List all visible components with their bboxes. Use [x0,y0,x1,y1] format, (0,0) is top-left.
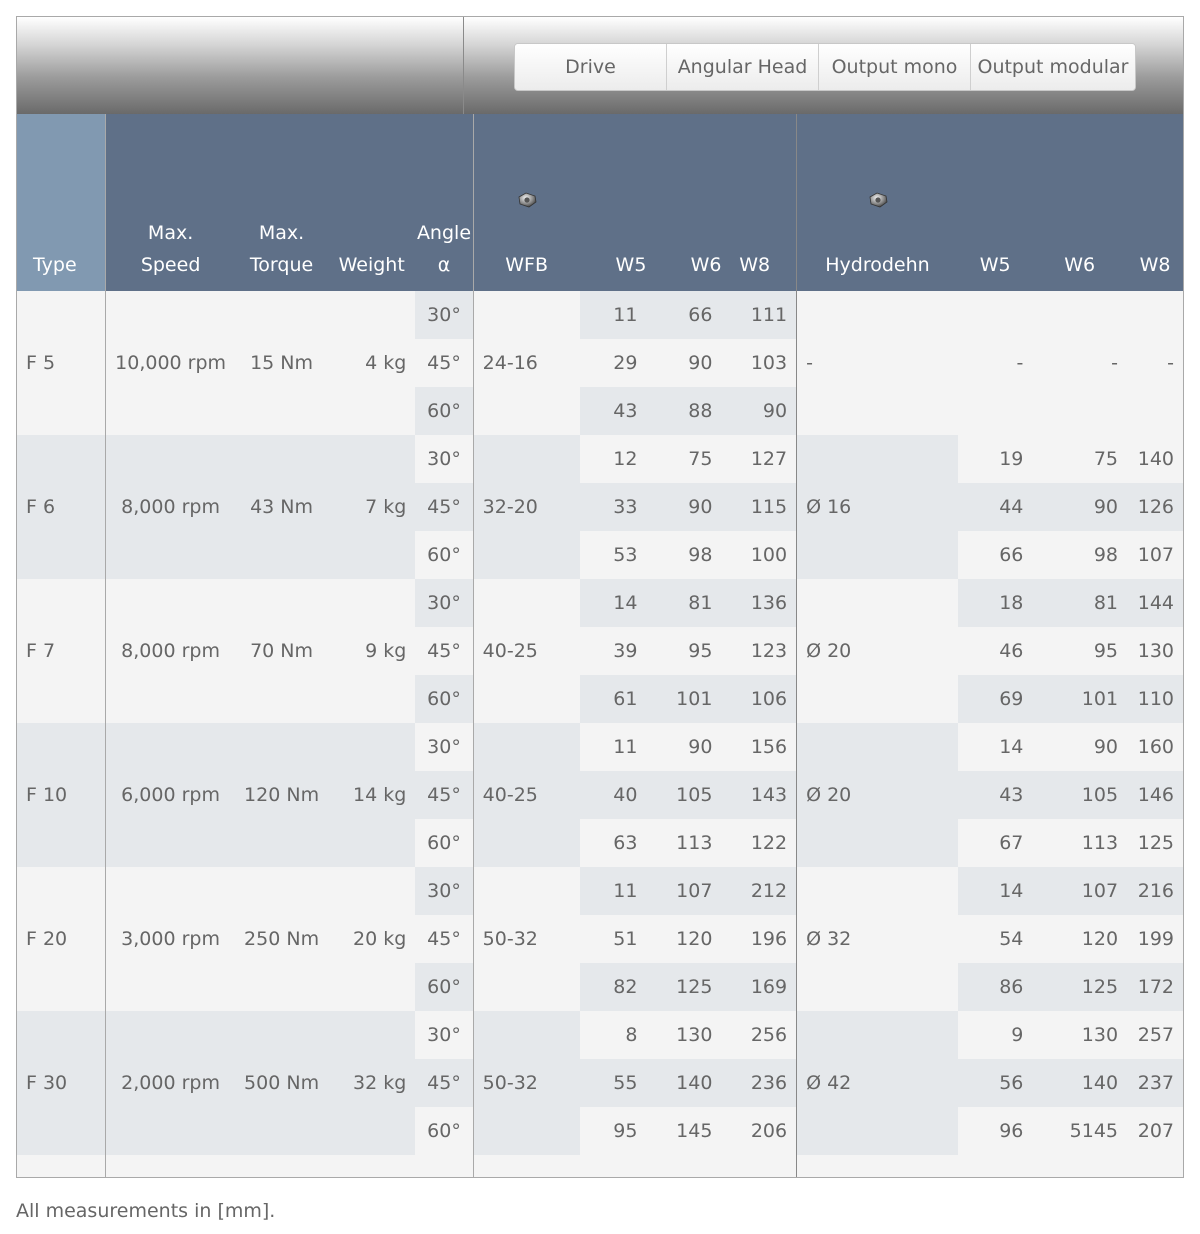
table-row [17,627,1183,675]
cell-angle: 30° [415,1011,473,1059]
cell-w8: 212 [721,867,796,915]
cell-weight-empty [328,1107,415,1155]
cell-max-torque-empty [235,723,328,771]
col-header-w6: W6 [646,114,721,291]
cell-max-speed-empty [106,1011,235,1059]
cell-hydro-w5: 67 [958,819,1032,867]
cell-angle: 60° [415,963,473,1011]
header-bar [17,17,1183,115]
cell-w5: 53 [580,531,647,579]
cell-angle: 45° [415,1059,473,1107]
cell-max-torque-empty [235,435,328,483]
filler-cell [797,1155,958,1178]
cell-hydro-w5: 86 [958,963,1032,1011]
cell-w8: 111 [721,291,796,339]
cell-hydrodehn: Ø 32 [797,915,958,963]
cell-wfb-empty [473,675,579,723]
table-row [17,1107,1183,1155]
cell-hydro-w5 [958,291,1032,339]
view-tab-group [514,43,1136,91]
cell-weight-empty [328,1011,415,1059]
filler-cell [415,1155,473,1178]
cell-max-speed: 2,000 rpm [106,1059,235,1107]
table-row [17,579,1183,627]
cell-w8: 123 [721,627,796,675]
cell-hydro-w8 [1127,387,1183,435]
table-row [17,915,1183,963]
cell-type: F 20 [17,915,106,963]
cell-hydro-w8: 107 [1127,531,1183,579]
cell-max-speed-empty [106,675,235,723]
cell-w5: 95 [580,1107,647,1155]
cell-type: F 6 [17,483,106,531]
cell-wfb: 32-20 [473,483,579,531]
cell-hydro-w6: 81 [1032,579,1127,627]
table-row [17,435,1183,483]
cell-weight-empty [328,291,415,339]
cell-max-speed-empty [106,819,235,867]
col-header-hydro-w5: W5 [958,114,1032,291]
cell-max-torque-empty [235,867,328,915]
table-row [17,771,1183,819]
cell-max-speed: 3,000 rpm [106,915,235,963]
filler-cell [646,1155,721,1178]
cell-hydro-w8: 146 [1127,771,1183,819]
cell-max-torque: 43 Nm [235,483,328,531]
cell-wfb-empty [473,579,579,627]
cell-hydro-w5: 66 [958,531,1032,579]
cell-hydrodehn-empty [797,531,958,579]
table-row [17,291,1183,339]
cell-max-speed: 6,000 rpm [106,771,235,819]
col-header-hydrodehn: Hydrodehn [797,114,958,291]
cell-type-empty [17,435,106,483]
cell-hydro-w6: 130 [1032,1011,1127,1059]
cell-max-torque-empty [235,291,328,339]
cell-angle: 30° [415,723,473,771]
cell-type: F 10 [17,771,106,819]
cell-hydrodehn-empty [797,435,958,483]
cell-hydro-w5: 14 [958,867,1032,915]
cell-wfb: 24-16 [473,339,579,387]
col-header-max-torque: Max. Torque [235,114,328,291]
cell-wfb-empty [473,867,579,915]
cell-hydro-w5: - [958,339,1032,387]
cell-w6: 66 [646,291,721,339]
cell-weight-empty [328,435,415,483]
cell-max-speed-empty [106,291,235,339]
cell-w8: 206 [721,1107,796,1155]
cell-weight-empty [328,387,415,435]
filler-cell [17,1155,106,1178]
cell-hydro-w6: 113 [1032,819,1127,867]
cell-max-speed-empty [106,867,235,915]
cell-max-speed-empty [106,1107,235,1155]
cell-hydrodehn: Ø 20 [797,627,958,675]
cell-max-speed-empty [106,963,235,1011]
col-header-w5: W5 [580,114,647,291]
cell-w8: 115 [721,483,796,531]
cell-hydro-w8: 160 [1127,723,1183,771]
cell-w6: 75 [646,435,721,483]
cell-max-speed-empty [106,387,235,435]
cell-max-torque-empty [235,819,328,867]
cell-max-speed-empty [106,435,235,483]
table-row [17,531,1183,579]
cell-hydro-w8: 172 [1127,963,1183,1011]
cell-hydrodehn: Ø 16 [797,483,958,531]
cell-hydro-w6: 90 [1032,483,1127,531]
cell-max-speed-empty [106,723,235,771]
col-header-max-speed: Max. Speed [106,114,235,291]
filler-cell [328,1155,415,1178]
cell-w8: 256 [721,1011,796,1059]
cell-wfb-empty [473,531,579,579]
cell-type: F 7 [17,627,106,675]
table-row [17,1011,1183,1059]
cell-w5: 8 [580,1011,647,1059]
cell-hydrodehn-empty [797,723,958,771]
cell-weight: 4 kg [328,339,415,387]
table-row [17,867,1183,915]
cell-w5: 29 [580,339,647,387]
cell-type-empty [17,579,106,627]
cell-hydrodehn: Ø 20 [797,771,958,819]
cell-hydro-w6: 120 [1032,915,1127,963]
cell-wfb-empty [473,963,579,1011]
cell-hydrodehn-empty [797,579,958,627]
cell-type-empty [17,531,106,579]
cell-hydro-w6 [1032,291,1127,339]
cell-w5: 11 [580,291,647,339]
cell-wfb: 50-32 [473,915,579,963]
cell-w6: 90 [646,483,721,531]
cell-hydro-w5: 18 [958,579,1032,627]
cell-max-torque-empty [235,579,328,627]
cell-angle: 45° [415,483,473,531]
cell-weight-empty [328,531,415,579]
cell-weight: 7 kg [328,483,415,531]
cell-w8: 100 [721,531,796,579]
cell-w8: 90 [721,387,796,435]
cell-hydro-w5: 54 [958,915,1032,963]
table-row [17,963,1183,1011]
cell-weight-empty [328,579,415,627]
cell-w6: 90 [646,339,721,387]
cell-wfb: 40-25 [473,627,579,675]
cell-hydro-w8: 216 [1127,867,1183,915]
table-body [17,291,1183,1178]
col-header-w8: W8 [721,114,796,291]
col-header-hydro-w8: W8 [1127,114,1183,291]
cell-hydro-w6: 107 [1032,867,1127,915]
col-header-type: Type [17,114,106,291]
cell-hydrodehn: Ø 42 [797,1059,958,1107]
cell-type-empty [17,1011,106,1059]
cell-w6: 95 [646,627,721,675]
hydraulic-chuck-icon [867,191,889,209]
cell-hydro-w6: 125 [1032,963,1127,1011]
product-table-panel [16,16,1184,1178]
cell-max-torque: 250 Nm [235,915,328,963]
filler-cell [958,1155,1032,1178]
cell-max-torque-empty [235,1107,328,1155]
cell-w5: 12 [580,435,647,483]
cell-w8: 103 [721,339,796,387]
col-header-hydro-w6: W6 [1032,114,1127,291]
cell-w8: 106 [721,675,796,723]
cell-w6: 113 [646,819,721,867]
cell-max-torque: 500 Nm [235,1059,328,1107]
cell-w5: 51 [580,915,647,963]
cell-w8: 196 [721,915,796,963]
cell-weight-empty [328,675,415,723]
filler-cell [1032,1155,1127,1178]
tab-output-modular[interactable]: Output modular [970,44,1135,90]
cell-angle: 60° [415,675,473,723]
cell-w5: 55 [580,1059,647,1107]
cell-hydro-w8: 126 [1127,483,1183,531]
table-row [17,675,1183,723]
cell-hydro-w6: 90 [1032,723,1127,771]
cell-hydro-w6: 95 [1032,627,1127,675]
cell-hydro-w5: 44 [958,483,1032,531]
cell-hydro-w5: 43 [958,771,1032,819]
cell-weight: 14 kg [328,771,415,819]
cell-weight-empty [328,819,415,867]
cell-wfb-empty [473,1011,579,1059]
cell-weight: 32 kg [328,1059,415,1107]
cell-type-empty [17,387,106,435]
cell-wfb-empty [473,387,579,435]
cell-angle: 45° [415,771,473,819]
cell-max-speed-empty [106,579,235,627]
cell-angle: 60° [415,387,473,435]
cell-angle: 30° [415,579,473,627]
col-header-angle: Angle α [415,114,473,291]
cell-max-speed: 8,000 rpm [106,483,235,531]
cell-angle: 30° [415,291,473,339]
cell-hydro-w6: 140 [1032,1059,1127,1107]
cell-weight: 9 kg [328,627,415,675]
cell-weight: 20 kg [328,915,415,963]
cell-hydro-w6: 75 [1032,435,1127,483]
cell-max-torque: 70 Nm [235,627,328,675]
cell-hydro-w5: 69 [958,675,1032,723]
cell-type-empty [17,675,106,723]
cell-hydro-w5: 14 [958,723,1032,771]
cell-w6: 107 [646,867,721,915]
cell-w5: 82 [580,963,647,1011]
tab-drive[interactable]: Drive [515,44,666,90]
cell-w8: 156 [721,723,796,771]
cell-weight-empty [328,867,415,915]
cell-w5: 11 [580,867,647,915]
cell-w6: 98 [646,531,721,579]
cell-max-speed-empty [106,531,235,579]
cell-angle: 30° [415,867,473,915]
cell-wfb: 40-25 [473,771,579,819]
cell-w8: 236 [721,1059,796,1107]
cell-wfb-empty [473,291,579,339]
cell-w6: 81 [646,579,721,627]
filler-cell [1127,1155,1183,1178]
cell-hydrodehn-empty [797,675,958,723]
cell-hydrodehn: - [797,339,958,387]
cell-max-torque-empty [235,1011,328,1059]
cell-hydro-w5: 96 [958,1107,1032,1155]
cell-w6: 145 [646,1107,721,1155]
cell-hydro-w6: 98 [1032,531,1127,579]
cell-w5: 33 [580,483,647,531]
cell-max-torque: 120 Nm [235,771,328,819]
cell-type-empty [17,723,106,771]
cell-weight-empty [328,963,415,1011]
cell-max-torque-empty [235,531,328,579]
tab-output-mono[interactable]: Output mono [818,44,970,90]
filler-cell [473,1155,579,1178]
cell-hydrodehn-empty [797,387,958,435]
cell-hydro-w6: - [1032,339,1127,387]
cell-max-torque-empty [235,963,328,1011]
cell-w6: 90 [646,723,721,771]
cell-w5: 11 [580,723,647,771]
cell-hydrodehn-empty [797,291,958,339]
spec-table [17,114,1183,1178]
cell-w8: 122 [721,819,796,867]
cell-w5: 14 [580,579,647,627]
filler-cell [235,1155,328,1178]
cell-angle: 60° [415,819,473,867]
cell-angle: 45° [415,915,473,963]
cell-w8: 136 [721,579,796,627]
cell-type-empty [17,867,106,915]
table-row [17,387,1183,435]
cell-hydro-w8: - [1127,339,1183,387]
cell-max-torque-empty [235,387,328,435]
cell-angle: 30° [415,435,473,483]
table-header-row [17,114,1183,291]
cell-hydro-w8: 257 [1127,1011,1183,1059]
cell-w5: 40 [580,771,647,819]
cell-hydro-w8: 207 [1127,1107,1183,1155]
col-header-wfb: WFB [473,114,579,291]
cell-hydro-w8: 125 [1127,819,1183,867]
cell-type-empty [17,291,106,339]
cell-hydrodehn-empty [797,1011,958,1059]
cell-hydro-w5: 46 [958,627,1032,675]
cell-hydro-w6: 105 [1032,771,1127,819]
cell-w6: 130 [646,1011,721,1059]
footnote: All measurements in [mm]. [16,1200,276,1222]
cell-max-torque-empty [235,675,328,723]
table-row [17,483,1183,531]
cell-max-speed: 8,000 rpm [106,627,235,675]
filler-cell [580,1155,647,1178]
filler-cell [721,1155,796,1178]
cell-hydro-w8 [1127,291,1183,339]
cell-hydro-w8: 144 [1127,579,1183,627]
cell-w5: 63 [580,819,647,867]
cell-hydro-w5: 56 [958,1059,1032,1107]
cell-w8: 127 [721,435,796,483]
tab-angular-head[interactable]: Angular Head [666,44,818,90]
cell-hydro-w8: 199 [1127,915,1183,963]
cell-type: F 30 [17,1059,106,1107]
col-header-weight: Weight [328,114,415,291]
cell-w8: 143 [721,771,796,819]
cell-hydrodehn-empty [797,1107,958,1155]
cell-wfb-empty [473,723,579,771]
cell-angle: 60° [415,531,473,579]
cell-type-empty [17,819,106,867]
cell-angle: 45° [415,339,473,387]
cell-wfb-empty [473,1107,579,1155]
cell-hydro-w5 [958,387,1032,435]
cell-w6: 140 [646,1059,721,1107]
collet-chuck-icon [516,191,538,209]
cell-wfb-empty [473,435,579,483]
cell-hydro-w8: 110 [1127,675,1183,723]
cell-wfb: 50-32 [473,1059,579,1107]
cell-max-speed: 10,000 rpm [106,339,235,387]
table-row [17,339,1183,387]
table-row [17,1059,1183,1107]
cell-w5: 43 [580,387,647,435]
cell-w6: 120 [646,915,721,963]
cell-hydro-w6 [1032,387,1127,435]
cell-weight-empty [328,723,415,771]
cell-hydro-w8: 237 [1127,1059,1183,1107]
cell-w5: 61 [580,675,647,723]
cell-type: F 5 [17,339,106,387]
cell-w6: 101 [646,675,721,723]
cell-w5: 39 [580,627,647,675]
filler-cell [106,1155,235,1178]
cell-hydro-w6: 5145 [1032,1107,1127,1155]
cell-max-torque: 15 Nm [235,339,328,387]
cell-hydro-w5: 19 [958,435,1032,483]
header-divider [463,17,464,114]
cell-hydrodehn-empty [797,963,958,1011]
cell-w6: 88 [646,387,721,435]
cell-w6: 105 [646,771,721,819]
cell-w6: 125 [646,963,721,1011]
cell-type-empty [17,963,106,1011]
table-row [17,723,1183,771]
cell-w8: 169 [721,963,796,1011]
cell-hydro-w8: 130 [1127,627,1183,675]
cell-wfb-empty [473,819,579,867]
cell-hydrodehn-empty [797,819,958,867]
table-row [17,819,1183,867]
table-filler-row [17,1155,1183,1178]
cell-hydro-w5: 9 [958,1011,1032,1059]
cell-angle: 60° [415,1107,473,1155]
cell-type-empty [17,1107,106,1155]
cell-hydrodehn-empty [797,867,958,915]
cell-angle: 45° [415,627,473,675]
cell-hydro-w8: 140 [1127,435,1183,483]
cell-hydro-w6: 101 [1032,675,1127,723]
